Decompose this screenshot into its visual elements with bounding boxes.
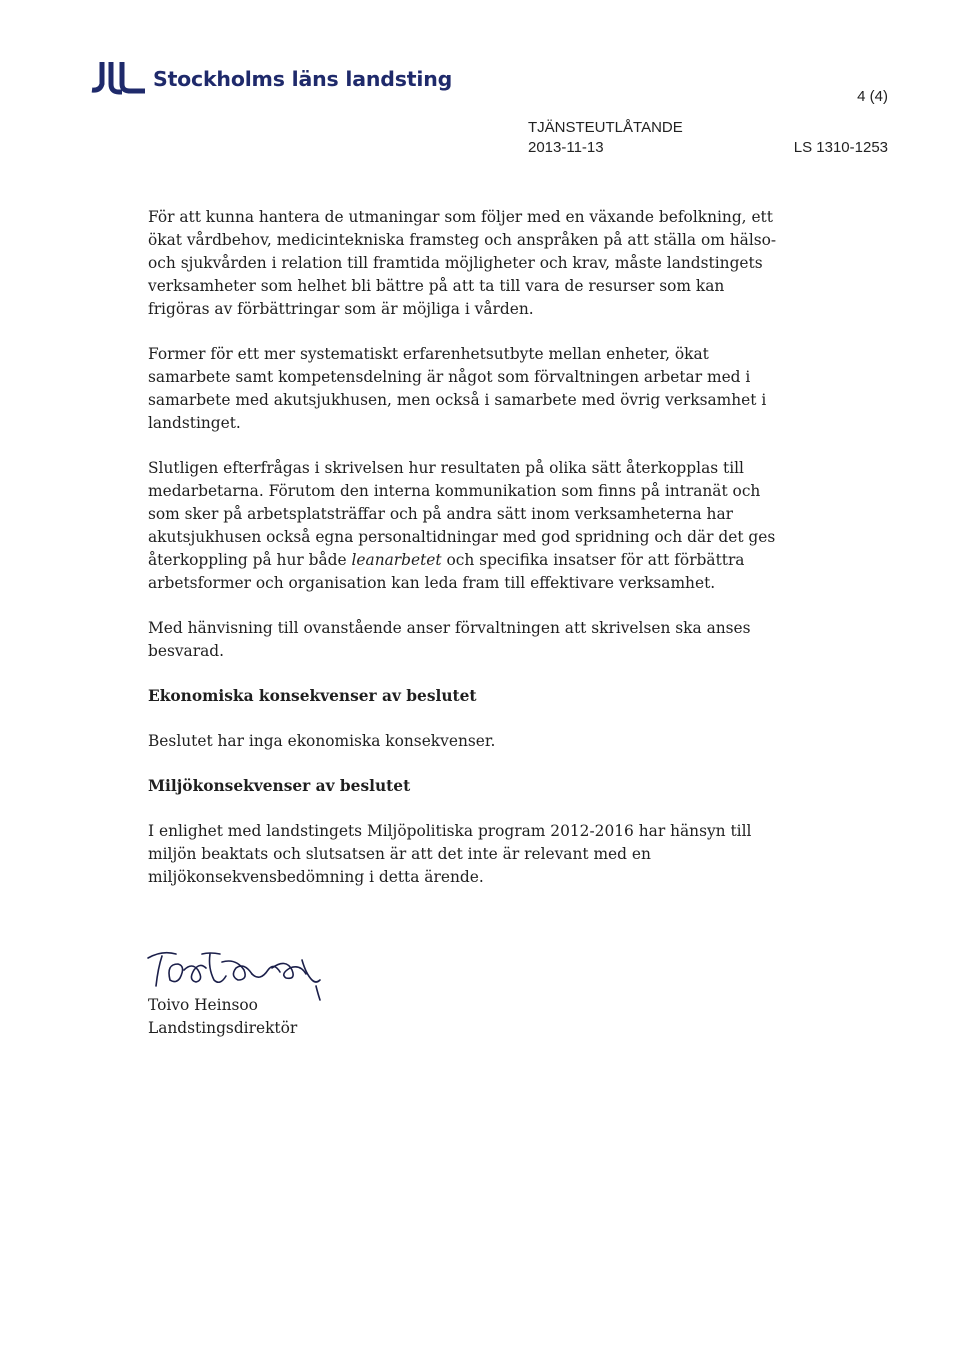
page-number: 4 (4) — [857, 88, 888, 105]
signer-name: Toivo Heinsoo — [148, 996, 258, 1014]
paragraph-environmental-consequences: I enlighet med landstingets Miljöpolitiska program 2012-2016 har hänsyn till miljön beaktats och slutsatsen är att det inte är relevant med en miljökonsekvensbedömning i detta ärende. — [148, 822, 752, 886]
document-type: TJÄNSTEUTLÅTANDE — [528, 119, 683, 136]
paragraph-conclusion: Med hänvisning till ovanstående anser förvaltningen att skrivelsen ska anses besvarad. — [148, 619, 751, 660]
paragraph-economic-consequences: Beslutet har inga ekonomiska konsekvenser. — [148, 732, 496, 750]
sll-logo-icon — [90, 60, 148, 98]
document-body — [148, 206, 788, 911]
paragraph-challenges: För att kunna hantera de utmaningar som följer med en växande befolkning, ett ökat vårdbehov, medicintekniska framsteg och anspråken på att ställa om hälso- och sjukvården i relation till framtida möjligheter och krav, måste landstingets verksamheter som helhet bli bättre på att ta till vara de resurser som kan frigöras av förbättringar som är möjliga i vården. — [148, 208, 777, 318]
heading-environmental-consequences: Miljökonsekvenser av beslutet — [148, 777, 411, 795]
signer-title: Landstingsdirektör — [148, 1019, 298, 1037]
lean-term: leanarbetet — [351, 551, 442, 569]
paragraph-feedback-part2: och specifika insatser för att förbättra arbetsformer och organisation kan leda fram till effektivare verksamhet. — [148, 551, 745, 592]
paragraph-collaboration: Former för ett mer systematiskt erfarenhetsutbyte mellan enheter, ökat samarbete samt kompetensdelning är något som förvaltningen arbetar med i samarbete med akutsjukhusen, men också i samarbete med övrig verksamhet i landstinget. — [148, 345, 767, 432]
signer-block — [148, 994, 297, 1040]
paragraph-feedback — [148, 457, 788, 595]
org-logo — [90, 60, 452, 98]
paragraph-feedback-part1: Slutligen efterfrågas i skrivelsen hur resultaten på olika sätt återkopplas till medarbetarna. Förutom den interna kommunikation som finns på intranät och som sker på arbetsplatsträffar och på andra sätt inom verksamheterna har akutsjukhusen också egna personaltidningar med god spridning och där det ges återkoppling på hur både — [148, 459, 776, 569]
document-date: 2013-11-13 — [528, 139, 604, 156]
document-reference: LS 1310-1253 — [793, 139, 888, 156]
heading-economic-consequences: Ekonomiska konsekvenser av beslutet — [148, 687, 477, 705]
org-name: Stockholms läns landsting — [153, 67, 453, 91]
